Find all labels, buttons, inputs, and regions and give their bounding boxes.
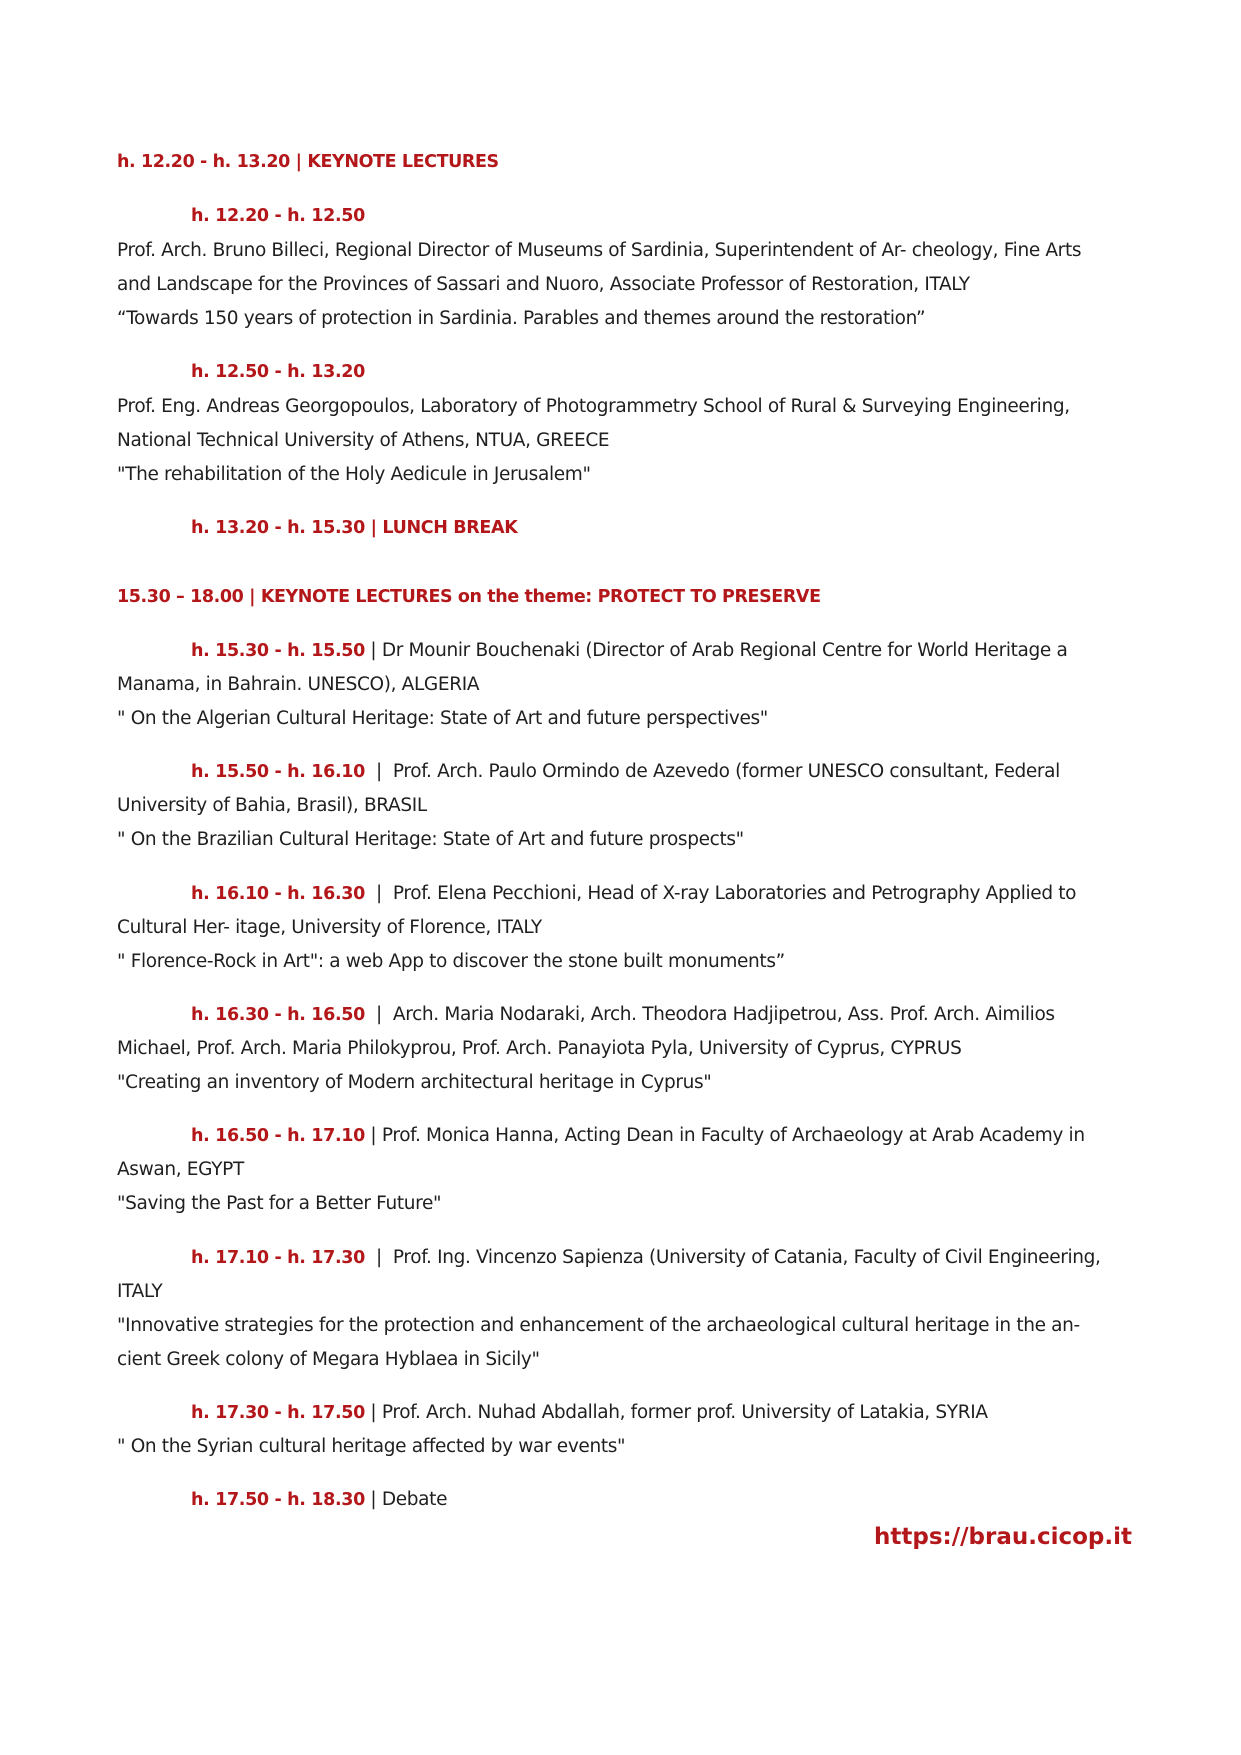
talk-title: " Florence-Rock in Art": a web App to discover the stone built monuments” [117,951,785,972]
talk-heading-row [191,1247,1101,1268]
talk-title: "The rehabilitation of the Holy Aedicule in Jerusalem" [117,464,591,485]
separator: | [364,1247,393,1268]
speaker-line: National Technical University of Athens, NTUA, GREECE [117,430,610,451]
time-slot: h. 12.20 - h. 12.50 [191,206,365,226]
speaker-line: University of Bahia, Brasil), BRASIL [117,795,427,816]
speaker-line: Arch. Maria Nodaraki, Arch. Theodora Hadjipetrou, Ass. Prof. Arch. Aimilios [392,1004,1055,1025]
lunch-break: h. 13.20 - h. 15.30 | LUNCH BREAK [191,518,518,538]
talk-title: " On the Syrian cultural heritage affected by war events" [117,1436,626,1457]
speaker-line: Michael, Prof. Arch. Maria Philokyprou, Prof. Arch. Panayiota Pyla, University of Cyprus, CYPRUS [117,1038,962,1059]
speaker-line: ITALY [117,1281,163,1302]
talk-title: "Innovative strategies for the protection and enhancement of the archaeological cultural heritage in the an- [117,1315,1080,1336]
time-slot: h. 17.30 - h. 17.50 [191,1403,365,1423]
talk-heading-row [191,1402,988,1423]
talk-title: " On the Brazilian Cultural Heritage: State of Art and future prospects" [117,829,744,850]
talk-title: "Creating an inventory of Modern architectural heritage in Cyprus" [117,1072,712,1093]
separator: | [364,1489,382,1510]
debate-label: Debate [381,1489,448,1510]
time-slot: h. 16.50 - h. 17.10 [191,1126,365,1146]
talk-title: "Saving the Past for a Better Future" [117,1193,442,1214]
section-header-morning: h. 12.20 - h. 13.20 | KEYNOTE LECTURES [117,152,499,172]
speaker-line: Dr Mounir Bouchenaki (Director of Arab Regional Centre for World Heritage a [381,640,1068,661]
speaker-line: and Landscape for the Provinces of Sassari and Nuoro, Associate Professor of Restoration, ITALY [117,274,970,295]
time-slot: h. 17.10 - h. 17.30 [191,1248,365,1268]
talk-heading-row [191,883,1076,904]
website-link[interactable]: https://brau.cicop.it [874,1524,1132,1550]
time-slot: h. 15.30 - h. 15.50 [191,641,365,661]
speaker-line: Cultural Her- itage, University of Florence, ITALY [117,917,542,938]
speaker-line: Manama, in Bahrain. UNESCO), ALGERIA [117,674,480,695]
talk-title: " On the Algerian Cultural Heritage: State of Art and future perspectives" [117,708,768,729]
separator: | [364,761,393,782]
speaker-line: Prof. Eng. Andreas Georgopoulos, Laboratory of Photogrammetry School of Rural & Surveying Engineering, [117,396,1070,417]
speaker-line: Prof. Monica Hanna, Acting Dean in Faculty of Archaeology at Arab Academy in [381,1125,1085,1146]
talk-heading-row [191,640,1067,661]
separator: | [364,1004,393,1025]
speaker-line: Prof. Arch. Nuhad Abdallah, former prof. University of Latakia, SYRIA [381,1402,988,1423]
talk-heading-row [191,1004,1055,1025]
time-slot: h. 16.10 - h. 16.30 [191,884,365,904]
talk-heading-row [191,1489,447,1510]
time-slot: h. 17.50 - h. 18.30 [191,1490,365,1510]
time-slot: h. 16.30 - h. 16.50 [191,1005,365,1025]
talk-title: cient Greek colony of Megara Hyblaea in Sicily" [117,1349,540,1370]
talk-heading-row [191,1125,1085,1146]
separator: | [364,883,393,904]
time-slot: h. 15.50 - h. 16.10 [191,762,365,782]
speaker-line: Prof. Ing. Vincenzo Sapienza (University of Catania, Faculty of Civil Engineering, [392,1247,1101,1268]
separator: | [364,640,382,661]
speaker-line: Prof. Arch. Bruno Billeci, Regional Director of Museums of Sardinia, Superintendent of Ar- cheology, Fine Arts [117,240,1082,261]
speaker-line: Prof. Arch. Paulo Ormindo de Azevedo (former UNESCO consultant, Federal [392,761,1060,782]
separator: | [364,1125,382,1146]
speaker-line: Aswan, EGYPT [117,1159,244,1180]
talk-title: “Towards 150 years of protection in Sardinia. Parables and themes around the restoration” [117,308,926,329]
time-slot: h. 12.50 - h. 13.20 [191,362,365,382]
talk-heading-row [191,761,1060,782]
section-header-afternoon: 15.30 – 18.00 | KEYNOTE LECTURES on the theme: PROTECT TO PRESERVE [117,587,821,607]
separator: | [364,1402,382,1423]
speaker-line: Prof. Elena Pecchioni, Head of X-ray Laboratories and Petrography Applied to [392,883,1077,904]
